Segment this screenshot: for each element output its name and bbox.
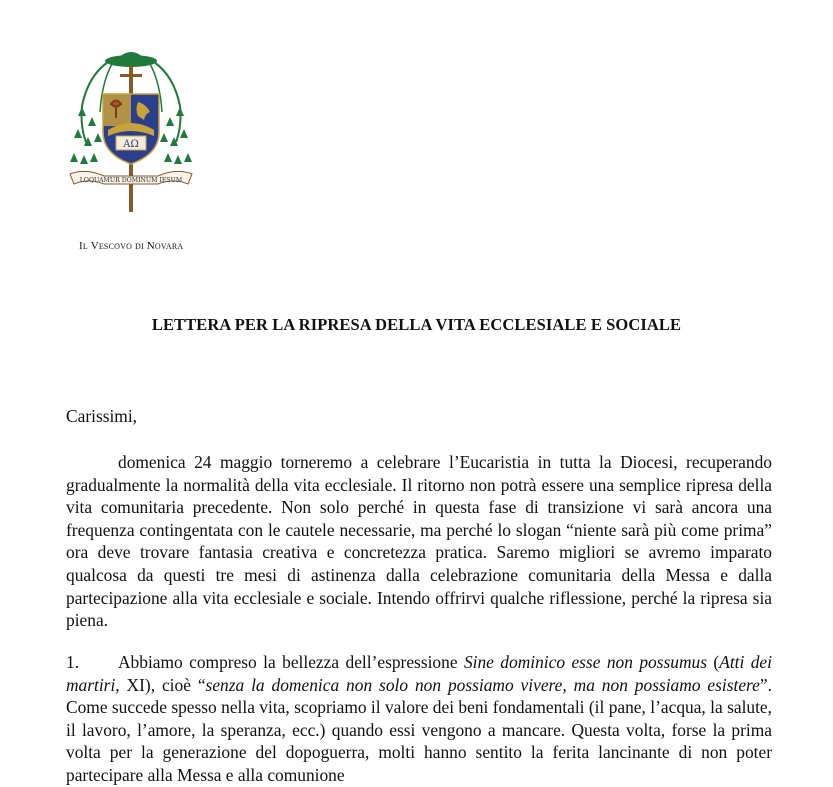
italian-translation: senza la domenica non solo non possiamo vivere, ma non possiamo esistere bbox=[205, 674, 760, 695]
paragraph-text-a: Abbiamo compreso la bellezza dell’espressione bbox=[118, 652, 464, 672]
source-citation: Atti dei martiri bbox=[66, 652, 772, 695]
paragraph-number: 1. bbox=[66, 652, 80, 672]
salutation: Carissimi, bbox=[66, 406, 138, 426]
svg-text:LOQUAMUR DOMINUM IESUM: LOQUAMUR DOMINUM IESUM bbox=[79, 177, 183, 184]
paragraph-numbered-1 bbox=[66, 651, 772, 787]
paragraph-text-d: ”. Come succede spesso nella vita, scopriamo il valore dei beni fondamentali (il pane, l’acqua, la salute, il lavoro, l’amore, la speranza, ecc.) quando essi vengono a mancare. Questa volta, forse la prima volta per la generazione del dopoguerra, molti hanno sentito la ferita lancinante di non poter partecipare alla Messa e alla comunione bbox=[66, 674, 772, 785]
paragraph-text-c: , XI), cioè “ bbox=[115, 674, 206, 695]
coat-of-arms-icon bbox=[66, 46, 196, 214]
document-title: LETTERA PER LA RIPRESA DELLA VITA ECCLESIALE E SOCIALE bbox=[151, 315, 682, 334]
sender-heading: Il Vescovo di Novara bbox=[79, 240, 184, 252]
episcopal-coat-of-arms bbox=[66, 46, 196, 214]
paragraph-intro bbox=[66, 451, 772, 632]
svg-text:AΩ: AΩ bbox=[123, 139, 139, 150]
paragraph-text-b: ( bbox=[706, 652, 720, 672]
latin-quote: Sine dominico esse non possumus bbox=[463, 652, 707, 672]
paragraph-intro-text: domenica 24 maggio torneremo a celebrare l’Eucaristia in tutta la Diocesi, recuperando gradualmente la normalità della vita ecclesiale. Il ritorno non potrà essere una semplice ripresa della vita comunitaria precedente. Non solo perché in questa fase di transizione vi sarà ancora una frequenza contingentata con le cautele necessarie, ma perché lo slogan “niente sarà più come prima” ora deve trovare fantasia creativa e concretezza pratica. Saremo migliori se avremo imparato qualcosa da questi tre mesi di astinenza dalla celebrazione comunitaria della Messa e dalla partecipazione alla vita ecclesiale e sociale. Intendo offrirvi qualche riflessione, perché la ripresa sia piena. bbox=[66, 452, 772, 631]
